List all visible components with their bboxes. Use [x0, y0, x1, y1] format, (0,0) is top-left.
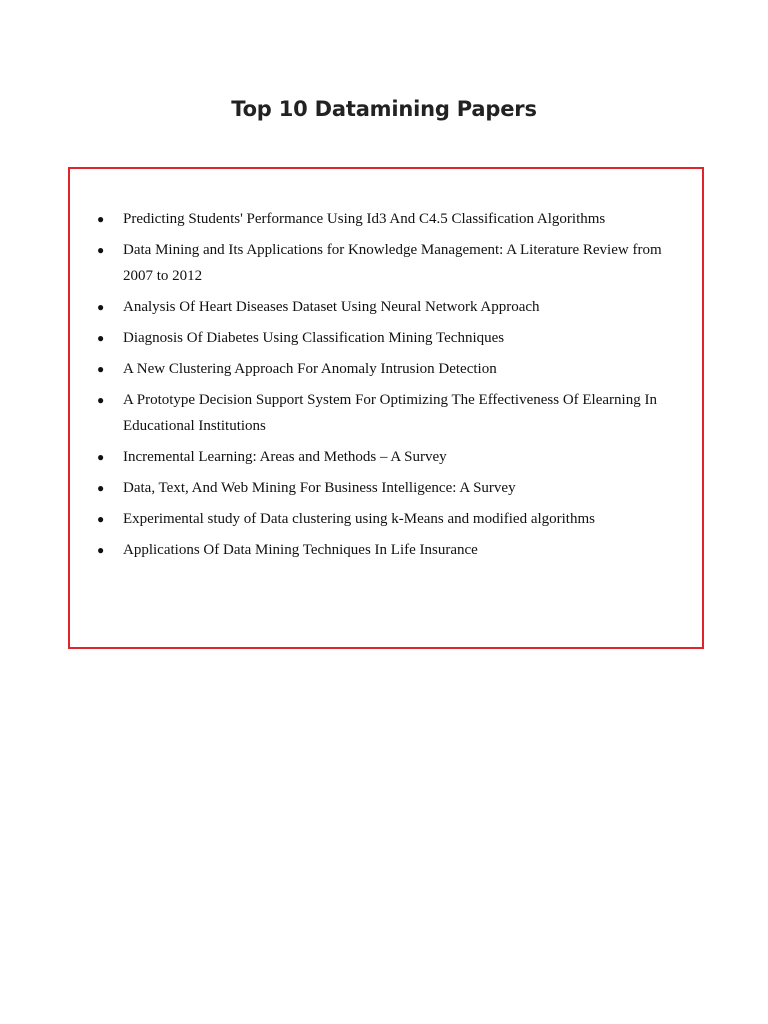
list-item [70, 444, 702, 470]
list-item [70, 356, 702, 382]
list-item [70, 387, 702, 439]
paper-title: Experimental study of Data clustering using k-Means and modified algorithms [123, 511, 595, 527]
papers-box [68, 167, 704, 649]
paper-list [70, 206, 702, 568]
bullet-icon: ● [97, 450, 105, 464]
list-item [70, 506, 702, 532]
bullet-icon: ● [97, 243, 105, 257]
list-item [70, 294, 702, 320]
page-title: Top 10 Datamining Papers [231, 97, 537, 121]
list-item [70, 475, 702, 501]
bullet-icon: ● [97, 393, 105, 407]
bullet-icon: ● [97, 300, 105, 314]
paper-title: Diagnosis Of Diabetes Using Classification Mining Techniques [123, 330, 505, 346]
list-item [70, 325, 702, 351]
list-item [70, 206, 702, 232]
bullet-icon: ● [97, 543, 105, 557]
bullet-icon: ● [97, 362, 105, 376]
bullet-icon: ● [97, 212, 105, 226]
bullet-icon: ● [97, 481, 105, 495]
paper-title: A Prototype Decision Support System For Optimizing The Effectiveness Of Elearning In Educational Institutions [123, 392, 657, 434]
list-item [70, 237, 702, 289]
paper-title: Predicting Students' Performance Using Id3 And C4.5 Classification Algorithms [123, 211, 606, 227]
paper-title: Analysis Of Heart Diseases Dataset Using Neural Network Approach [123, 299, 540, 315]
paper-title: Data, Text, And Web Mining For Business Intelligence: A Survey [123, 480, 516, 496]
paper-title: Data Mining and Its Applications for Knowledge Management: A Literature Review from 2007 to 2012 [123, 242, 662, 284]
paper-title: A New Clustering Approach For Anomaly Intrusion Detection [123, 361, 497, 377]
paper-title: Applications Of Data Mining Techniques In Life Insurance [123, 542, 478, 558]
paper-title: Incremental Learning: Areas and Methods – A Survey [123, 449, 447, 465]
list-item [70, 537, 702, 563]
bullet-icon: ● [97, 512, 105, 526]
bullet-icon: ● [97, 331, 105, 345]
